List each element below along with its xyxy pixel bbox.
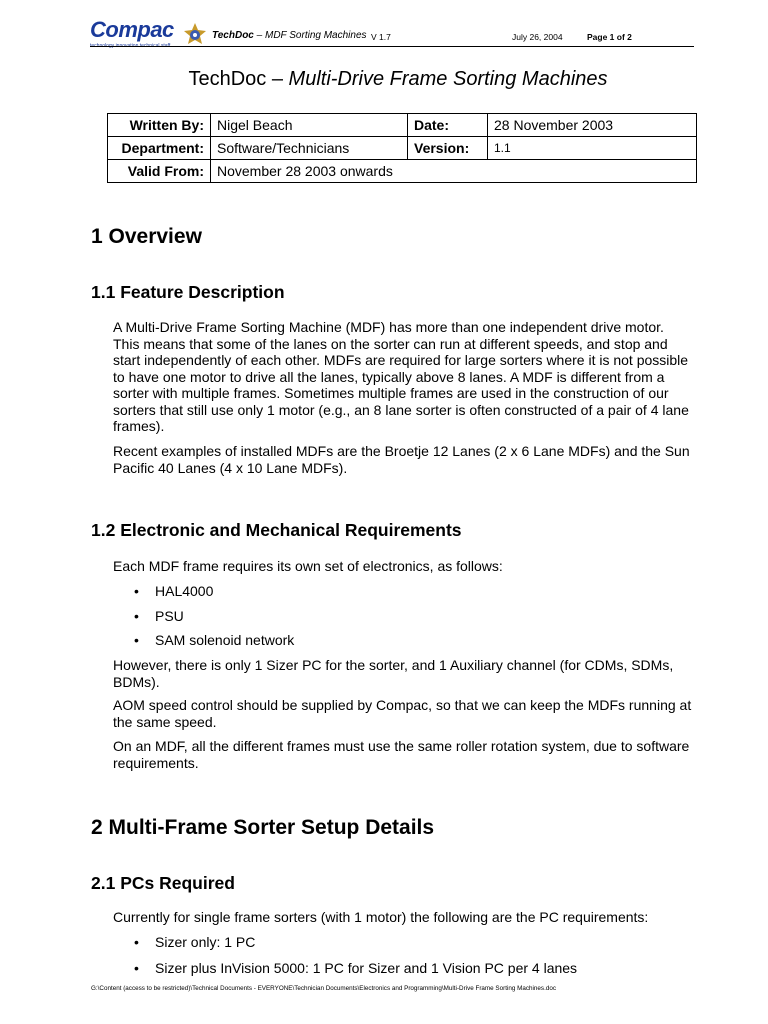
paragraph: A Multi-Drive Frame Sorting Machine (MDF) has more than one independent drive motor. This means that some of the lanes on the sorter can run at different speeds, and stop and start independently of each other. MDFs are required for large sorters where it is not possible to have one motor to drive all the lanes, typically above 8 lanes. A MDF is different from a sorter with multiple frames. Sometimes multiple frames are used in the construction of our sorters that still use only 1 motor (e.g., an 8 lane sorter is often constructed of a pair of 4 lane frames). [113,319,689,434]
bullet: • [134,583,139,599]
written-by-value: Nigel Beach [211,114,408,137]
paragraph: Each MDF frame requires its own set of electronics, as follows: [113,558,503,574]
header-version: V 1.7 [371,32,391,42]
header-date: July 26, 2004 [512,32,563,42]
department-label: Department: [108,137,211,160]
bullet: • [134,960,139,976]
table-row [108,137,697,160]
paragraph: On an MDF, all the different frames must use the same roller rotation system, due to software requirements. [113,738,690,771]
document-title [0,67,768,91]
written-by-label: Written By: [108,114,211,137]
date-value: 28 November 2003 [488,114,697,137]
heading-electronic-mechanical-requirements: 1.2 Electronic and Mechanical Requirements [91,520,462,540]
header-doc-name-rest: – MDF Sorting Machines [253,30,367,41]
version-label: Version: [408,137,488,160]
paragraph: However, there is only 1 Sizer PC for the sorter, and 1 Auxiliary channel (for CDMs, SDMs, BDMs). [113,657,674,690]
heading-pcs-required: 2.1 PCs Required [91,873,235,893]
bullet: • [134,934,139,950]
header-doc-name-bold: TechDoc [212,30,254,41]
document-title-lead: TechDoc – [188,68,289,90]
paragraph: Recent examples of installed MDFs are the Broetje 12 Lanes (2 x 6 Lane MDFs) and the Sun Pacific 40 Lanes (4 x 10 Lane MDFs). [113,443,690,476]
version-value: 1.1 [488,137,697,160]
heading-feature-description: 1.1 Feature Description [91,282,285,302]
header-rule [90,46,694,47]
department-value: Software/Technicians [211,137,408,160]
valid-from-value: November 28 2003 onwards [211,160,697,183]
valid-from-label: Valid From: [108,160,211,183]
gear-logo-icon [182,22,208,46]
document-info-table [107,113,697,183]
bullet: • [134,632,139,648]
document-title-italic: Multi-Drive Frame Sorting Machines [288,68,608,90]
footer-file-path: G:\Content (access to be restricted)\Technical Documents - EVERYONE\Technician Documents\Electronics and Programming\Multi-Drive Frame Sorting Machines.doc [91,985,556,992]
table-row [108,160,697,183]
header-page-number: Page 1 of 2 [587,32,632,42]
table-row [108,114,697,137]
bullet: • [134,608,139,624]
heading-multi-frame-sorter-setup: 2 Multi-Frame Sorter Setup Details [91,816,435,839]
paragraph: Currently for single frame sorters (with 1 motor) the following are the PC requirements: [113,909,649,925]
heading-overview: 1 Overview [91,225,202,248]
header-doc-name [212,30,367,42]
logo-wordmark: Compac [90,17,174,42]
company-logo [90,18,172,48]
date-label: Date: [408,114,488,137]
paragraph: AOM speed control should be supplied by Compac, so that we can keep the MDFs running at the same speed. [113,697,692,730]
